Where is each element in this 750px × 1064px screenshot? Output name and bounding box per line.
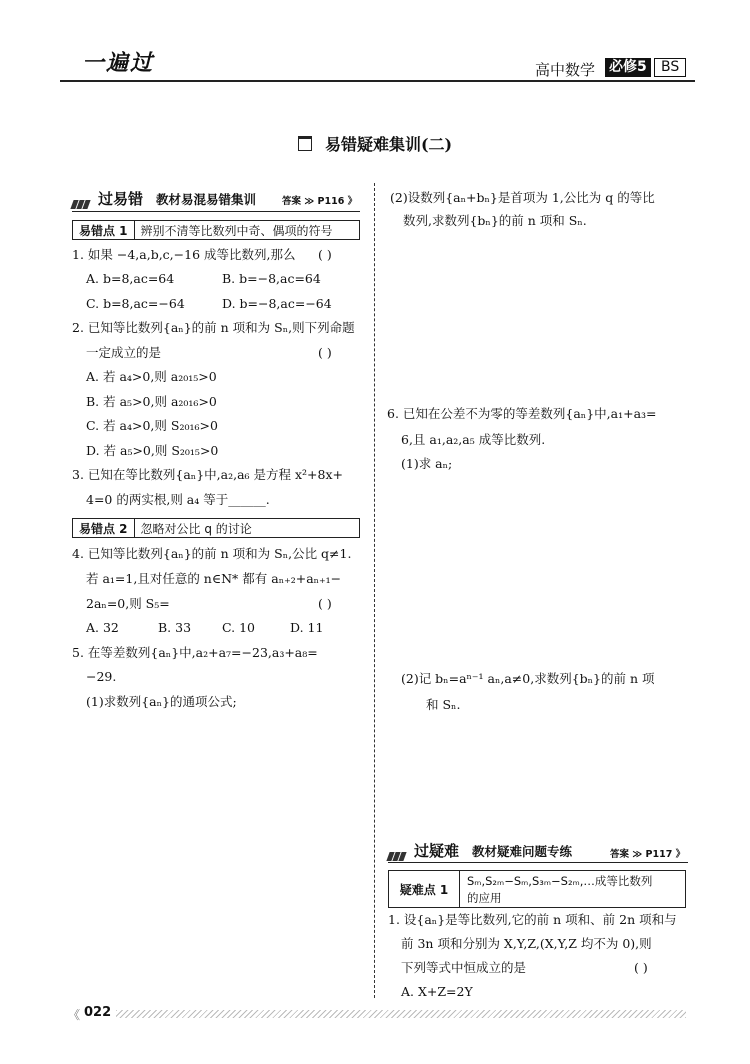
section-difficulties [388,840,688,862]
point-desc: 辨别不清等比数列中奇、偶项的符号 [140,223,333,238]
q1-bracket[interactable]: ( ) [318,247,332,262]
q2-stem-line1: 2. 已知等比数列{aₙ}的前 n 项和为 Sₙ,则下列命题 [72,320,355,335]
q7-line1: 1. 设{aₙ}是等比数列,它的前 n 项和、前 2n 项和与 [388,912,677,927]
point-label: 疑难点 1 [389,871,460,907]
point-desc: 忽略对公比 q 的讨论 [140,521,252,536]
error-point-1 [72,220,360,240]
section-title: 过易错 [98,190,144,208]
q4-option-a[interactable]: A. 32 [86,620,119,635]
q3-line2: 4=0 的两实根,则 a₄ 等于______. [86,492,270,507]
header-edition: BS [654,58,686,77]
q4-line2: 若 a₁=1,且对任意的 n∈N* 都有 aₙ₊₂+aₙ₊₁− [86,571,342,586]
q2-option-a[interactable]: A. 若 a₄>0,则 a₂₀₁₅>0 [86,369,217,384]
q5-part2-line2: 数列,求数列{bₙ}的前 n 项和 Sₙ. [403,213,587,228]
footer-band [116,1010,686,1018]
q2-stem-line2: 一定成立的是 [86,345,162,360]
document-icon [298,136,312,151]
section-title: 过疑难 [414,842,460,860]
footer-arrow-icon: 《 [68,1008,81,1022]
column-divider [374,183,375,998]
q7-option-a[interactable]: A. X+Z=2Y [401,984,473,999]
q4-bracket[interactable]: ( ) [318,596,332,611]
q5-part1: (1)求数列{aₙ}的通项公式; [86,694,237,709]
q4-line3: 2aₙ=0,则 S₅= [86,596,170,611]
q6-part2-line2: 和 Sₙ. [426,697,461,712]
section-rule [72,211,360,212]
point-desc-line1: Sₘ,S₂ₘ−Sₘ,S₃ₘ−S₂ₘ,…成等比数列 [467,874,653,888]
section-subtitle: 教材易混易错集训 [156,192,257,207]
answer-ref[interactable]: 答案 ≫ P116 》 [282,196,358,207]
q5-line2: −29. [86,669,117,684]
q2-option-c[interactable]: C. 若 a₄>0,则 S₂₀₁₆>0 [86,418,218,433]
q5-line1: 5. 在等差数列{aₙ}中,a₂+a₇=−23,a₃+a₈= [72,645,318,660]
q6-line2: 6,且 a₁,a₂,a₅ 成等比数列. [401,432,546,447]
difficulty-point-1 [388,870,686,908]
q4-option-d[interactable]: D. 11 [290,620,324,635]
header-book: 必修5 [605,58,651,77]
page-number: 022 [84,1005,112,1020]
q4-line1: 4. 已知等比数列{aₙ}的前 n 项和为 Sₙ,公比 q≠1. [72,546,352,561]
q2-bracket[interactable]: ( ) [318,345,332,360]
section-rule [388,862,688,863]
section-easy-errors [72,188,364,210]
q1-option-a[interactable]: A. b=8,ac=64 [86,271,175,286]
point-label: 易错点 2 [73,519,135,537]
q5-part2-line1: (2)设数列{aₙ+bₙ}是首项为 1,公比为 q 的等比 [390,190,655,205]
point-label: 易错点 1 [73,221,135,239]
q1-stem: 1. 如果 −4,a,b,c,−16 成等比数列,那么 [72,247,296,262]
answer-ref[interactable]: 答案 ≫ P117 》 [610,849,686,860]
q1-option-c[interactable]: C. b=8,ac=−64 [86,296,185,311]
q7-line2: 前 3n 项和分别为 X,Y,Z,(X,Y,Z 均不为 0),则 [401,936,652,951]
q6-line1: 6. 已知在公差不为零的等差数列{aₙ}中,a₁+a₃= [387,406,657,421]
logo: 一遍过 [82,51,155,76]
q3-line1: 3. 已知在等比数列{aₙ}中,a₂,a₆ 是方程 x²+8x+ [72,467,343,482]
header [60,40,695,80]
section-subtitle: 教材疑难问题专练 [472,844,573,859]
q2-option-d[interactable]: D. 若 a₅>0,则 S₂₀₁₅>0 [86,443,219,458]
q4-option-c[interactable]: C. 10 [222,620,255,635]
q7-line3: 下列等式中恒成立的是 [401,960,527,975]
page-title: 易错疑难集训(二) [0,132,750,155]
header-subject: 高中数学 [535,61,596,79]
error-point-2 [72,518,360,538]
point-desc-line2: 的应用 [467,891,502,905]
q4-option-b[interactable]: B. 33 [158,620,192,635]
q1-option-d[interactable]: D. b=−8,ac=−64 [222,296,332,311]
header-rule [60,80,695,82]
q7-bracket[interactable]: ( ) [634,960,648,975]
q2-option-b[interactable]: B. 若 a₅>0,则 a₂₀₁₆>0 [86,394,217,409]
q6-part1: (1)求 aₙ; [401,456,453,471]
q6-part2-line1: (2)记 bₙ=aⁿ⁻¹ aₙ,a≠0,求数列{bₙ}的前 n 项 [401,671,655,686]
q1-option-b[interactable]: B. b=−8,ac=64 [222,271,321,286]
